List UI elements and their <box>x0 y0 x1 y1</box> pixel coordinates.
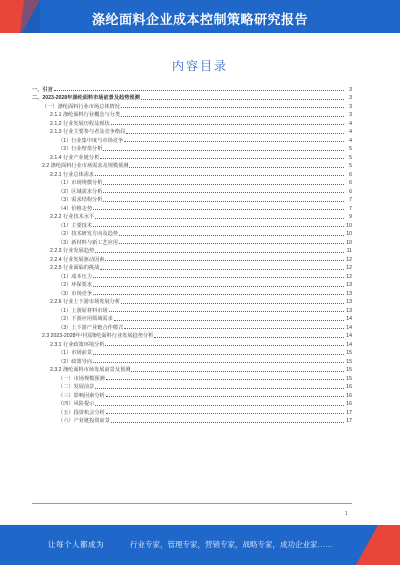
toc-leader-dots <box>105 344 344 346</box>
toc-entry-title: （二）发展前景 <box>58 384 95 390</box>
toc-leader-dots <box>111 123 344 125</box>
toc-entry[interactable] <box>32 118 352 127</box>
toc-entry-title: （1）市场前景 <box>58 350 93 356</box>
toc-entry-title: 2.2.2 行业技术水平 <box>50 214 95 220</box>
toc-entry-page: 13 <box>346 307 352 314</box>
toc-entry-title: 2.1.1 涤纶面料行业概念与分类 <box>50 112 121 118</box>
toc-leader-dots <box>93 208 344 210</box>
toc-entry-title: 2.2.3 行业发展趋势 <box>50 248 95 254</box>
toc-entry[interactable] <box>32 127 352 136</box>
toc-entry-page: 15 <box>346 375 352 382</box>
toc-entry-page: 14 <box>346 341 352 348</box>
toc-leader-dots <box>154 336 344 338</box>
toc-entry-title: （2）下游应用领域需求 <box>58 316 113 322</box>
toc-entry-page: 6 <box>349 188 352 195</box>
toc-entry-page: 14 <box>346 316 352 322</box>
toc-entry[interactable] <box>32 348 352 357</box>
toc-leader-dots <box>121 106 344 108</box>
toc-entry[interactable] <box>32 356 352 365</box>
toc-leader-dots <box>93 276 344 278</box>
toc-entry[interactable] <box>32 135 352 144</box>
toc-entry-title: （3）新材料与新工艺应用 <box>58 239 118 246</box>
toc-entry[interactable] <box>32 382 352 391</box>
toc-leader-dots <box>100 268 344 270</box>
toc-entry-title: 2.2.1 行业总体需求 <box>50 171 95 178</box>
toc-entry-page: 14 <box>346 333 352 339</box>
toc-entry[interactable] <box>32 305 352 314</box>
toc-entry[interactable] <box>32 288 352 297</box>
toc-leader-dots <box>106 395 344 397</box>
toc-entry-title: （2）区域需求分析 <box>58 188 103 195</box>
toc-entry-title: （1）成本压力 <box>58 273 93 280</box>
toc-leader-dots <box>105 259 344 261</box>
toc-entry-page: 3 <box>349 112 352 118</box>
toc-entry-title: （1）市场规模分析 <box>58 180 103 186</box>
toc-entry[interactable] <box>32 314 352 323</box>
toc-entry-title: 2.2.4 行业发展驱动因素 <box>50 256 105 263</box>
toc-entry[interactable] <box>32 373 352 382</box>
toc-entry-title: （1）主要技术 <box>58 222 93 229</box>
toc-leader-dots <box>119 234 344 236</box>
toc-leader-dots <box>93 293 344 295</box>
toc-leader-dots <box>100 157 344 159</box>
toc-entry-page: 16 <box>346 401 352 407</box>
toc-leader-dots <box>93 361 344 363</box>
toc-entry-page: 12 <box>346 256 352 263</box>
toc-entry[interactable] <box>32 365 352 374</box>
toc-entry[interactable] <box>32 322 352 331</box>
toc-entry-page: 15 <box>346 350 352 356</box>
toc-entry-page: 10 <box>346 231 352 237</box>
toc-leader-dots <box>95 174 344 176</box>
toc-entry[interactable] <box>32 144 352 153</box>
toc-leader-dots <box>95 217 344 219</box>
toc-entry[interactable] <box>32 152 352 161</box>
toc-entry[interactable] <box>32 110 352 119</box>
toc-entry-title: 二、2023-2028年涤纶面料市场前景及趋势预测 <box>32 95 140 101</box>
toc-leader-dots <box>95 404 344 406</box>
toc-entry[interactable] <box>32 407 352 416</box>
toc-entry-title: 2.1.4 行业产业链分析 <box>50 154 100 161</box>
toc-entry-page: 17 <box>346 418 352 424</box>
toc-leader-dots <box>114 319 344 321</box>
footer-tagline: 行业专家，管理专家，营销专家，战略专家，成功企业家…… <box>130 540 333 549</box>
toc-leader-dots <box>103 149 344 151</box>
toc-entry-title: 2.2 涤纶面料行业市场需求及规模预测 <box>42 163 129 169</box>
toc-leader-dots <box>126 132 344 134</box>
toc-entry[interactable] <box>32 297 352 306</box>
header-banner <box>0 0 400 33</box>
page-number: 1 <box>345 511 348 517</box>
toc-entry-title: （3）市场竞争 <box>58 290 93 297</box>
toc-entry-title: （2）技术研发方向及趋势 <box>58 231 118 237</box>
toc-entry-title: （六）产业链投资前景 <box>58 418 110 424</box>
toc-leader-dots <box>124 327 344 329</box>
toc-entry-page: 16 <box>346 384 352 390</box>
toc-entry-title: （五）投资机会分析 <box>58 409 105 416</box>
toc-leader-dots <box>141 98 344 100</box>
toc-entry-title: 2.1.2 行业发展历程及现状 <box>50 120 110 127</box>
toc-entry-title: 2.3.1 行业政策环境分析 <box>50 341 105 348</box>
toc-entry-page: 12 <box>346 265 352 271</box>
toc-entry-page: 10 <box>346 239 352 246</box>
toc-entry[interactable] <box>32 161 352 170</box>
toc-entry[interactable] <box>32 229 352 238</box>
toc-leader-dots <box>106 412 344 414</box>
toc-leader-dots <box>124 140 344 142</box>
toc-entry[interactable] <box>32 280 352 289</box>
toc-entry-page: 5 <box>349 163 352 169</box>
toc-entry[interactable] <box>32 169 352 178</box>
toc-leader-dots <box>119 242 344 244</box>
toc-entry-page: 12 <box>346 273 352 280</box>
toc-leader-dots <box>93 285 344 287</box>
toc-entry-page: 9 <box>349 214 352 220</box>
table-of-contents <box>32 84 352 424</box>
bottom-rule <box>32 503 352 504</box>
toc-entry-page: 17 <box>346 409 352 416</box>
toc-entry-page: 13 <box>346 299 352 305</box>
toc-entry-title: （2）政策导向 <box>58 358 93 365</box>
toc-entry-page: 11 <box>346 248 352 254</box>
toc-entry-page: 6 <box>349 171 352 178</box>
toc-entry[interactable] <box>32 263 352 272</box>
toc-leader-dots <box>131 370 344 372</box>
toc-entry-page: 15 <box>346 367 352 373</box>
toc-entry-title: （2）行业壁垒分析 <box>58 146 103 152</box>
toc-leader-dots <box>103 183 344 185</box>
toc-entry[interactable] <box>32 212 352 221</box>
toc-entry-title: （3）需求结构分析 <box>58 197 103 203</box>
toc-entry-page: 3 <box>349 95 352 101</box>
toc-entry[interactable] <box>32 195 352 204</box>
toc-leader-dots <box>121 302 344 304</box>
toc-entry[interactable] <box>32 390 352 399</box>
toc-entry-page: 3 <box>349 103 352 110</box>
toc-entry[interactable] <box>32 84 352 93</box>
toc-entry-title: （2）环保要求 <box>58 282 93 288</box>
toc-leader-dots <box>95 251 344 253</box>
toc-entry[interactable] <box>32 271 352 280</box>
report-title: 涤纶面料企业成本控制策略研究报告 <box>92 12 309 27</box>
toc-entry[interactable] <box>32 339 352 348</box>
toc-entry[interactable] <box>32 186 352 195</box>
toc-entry-title: 2.3.2 涤纶面料市场发展前景及预测 <box>50 367 131 373</box>
toc-entry-title: 2.1.3 行业主要参与者及竞争格局 <box>50 129 126 135</box>
footer-accent-shape <box>356 525 400 565</box>
toc-entry-page: 6 <box>349 180 352 186</box>
toc-entry-title: （1）行业集中度与市场竞争 <box>58 137 124 144</box>
toc-entry[interactable] <box>32 331 352 340</box>
toc-entry-title: （四）风险提示 <box>58 401 95 407</box>
toc-entry-page: 15 <box>346 358 352 365</box>
toc-leader-dots <box>109 310 344 312</box>
toc-leader-dots <box>129 166 344 168</box>
toc-entry[interactable] <box>32 220 352 229</box>
toc-entry[interactable] <box>32 93 352 102</box>
toc-entry-page: 5 <box>349 146 352 152</box>
toc-entry-title: 2.3 2023-2028年中国涤纶面料行业发展趋势分析 <box>42 333 154 339</box>
toc-entry[interactable] <box>32 246 352 255</box>
toc-leader-dots <box>93 225 344 227</box>
toc-entry-title: （三）影响因素分析 <box>58 392 105 399</box>
toc-entry-page: 14 <box>346 324 352 331</box>
toc-leader-dots <box>106 378 344 380</box>
toc-entry-title: （1）上游原材料市场 <box>58 307 108 314</box>
toc-entry[interactable] <box>32 178 352 187</box>
toc-entry[interactable] <box>32 203 352 212</box>
toc-entry-page: 4 <box>349 129 352 135</box>
toc-leader-dots <box>93 353 344 355</box>
footer-banner <box>0 525 400 565</box>
toc-entry-title: （4）价格走势 <box>58 205 93 212</box>
toc-leader-dots <box>95 387 344 389</box>
toc-entry-title: （一）涤纶面料行业市场总体情况 <box>42 103 120 110</box>
toc-leader-dots <box>111 421 344 423</box>
header-accent-shape <box>0 0 40 33</box>
footer-slogan: 让每个人都成为 <box>48 540 104 549</box>
toc-leader-dots <box>103 200 344 202</box>
toc-entry-title: 2.2.5 行业面临的挑战 <box>50 265 100 271</box>
toc-leader-dots <box>121 115 344 117</box>
toc-heading: 内容目录 <box>171 59 228 73</box>
toc-entry-title: 2.2.6 行业上下游市场发展分析 <box>50 299 121 305</box>
toc-entry[interactable] <box>32 101 352 110</box>
toc-entry[interactable] <box>32 416 352 425</box>
toc-entry[interactable] <box>32 237 352 246</box>
toc-entry-page: 13 <box>346 282 352 288</box>
toc-entry-page: 7 <box>349 205 352 212</box>
toc-entry-page: 4 <box>349 137 352 144</box>
toc-entry-title: （3）上下游产业链合作模式 <box>58 324 124 331</box>
toc-entry-page: 3 <box>349 86 352 93</box>
toc-leader-dots <box>103 191 344 193</box>
toc-entry-page: 13 <box>346 290 352 297</box>
toc-entry-page: 7 <box>349 197 352 203</box>
toc-entry[interactable] <box>32 399 352 408</box>
toc-entry-page: 5 <box>349 154 352 161</box>
toc-entry-page: 4 <box>349 120 352 127</box>
toc-entry-title: 一、引言 <box>32 86 53 93</box>
toc-entry-page: 10 <box>346 222 352 229</box>
toc-entry-title: （一）市场规模预测 <box>58 375 105 382</box>
toc-leader-dots <box>54 89 344 91</box>
toc-entry-page: 16 <box>346 392 352 399</box>
toc-entry[interactable] <box>32 254 352 263</box>
